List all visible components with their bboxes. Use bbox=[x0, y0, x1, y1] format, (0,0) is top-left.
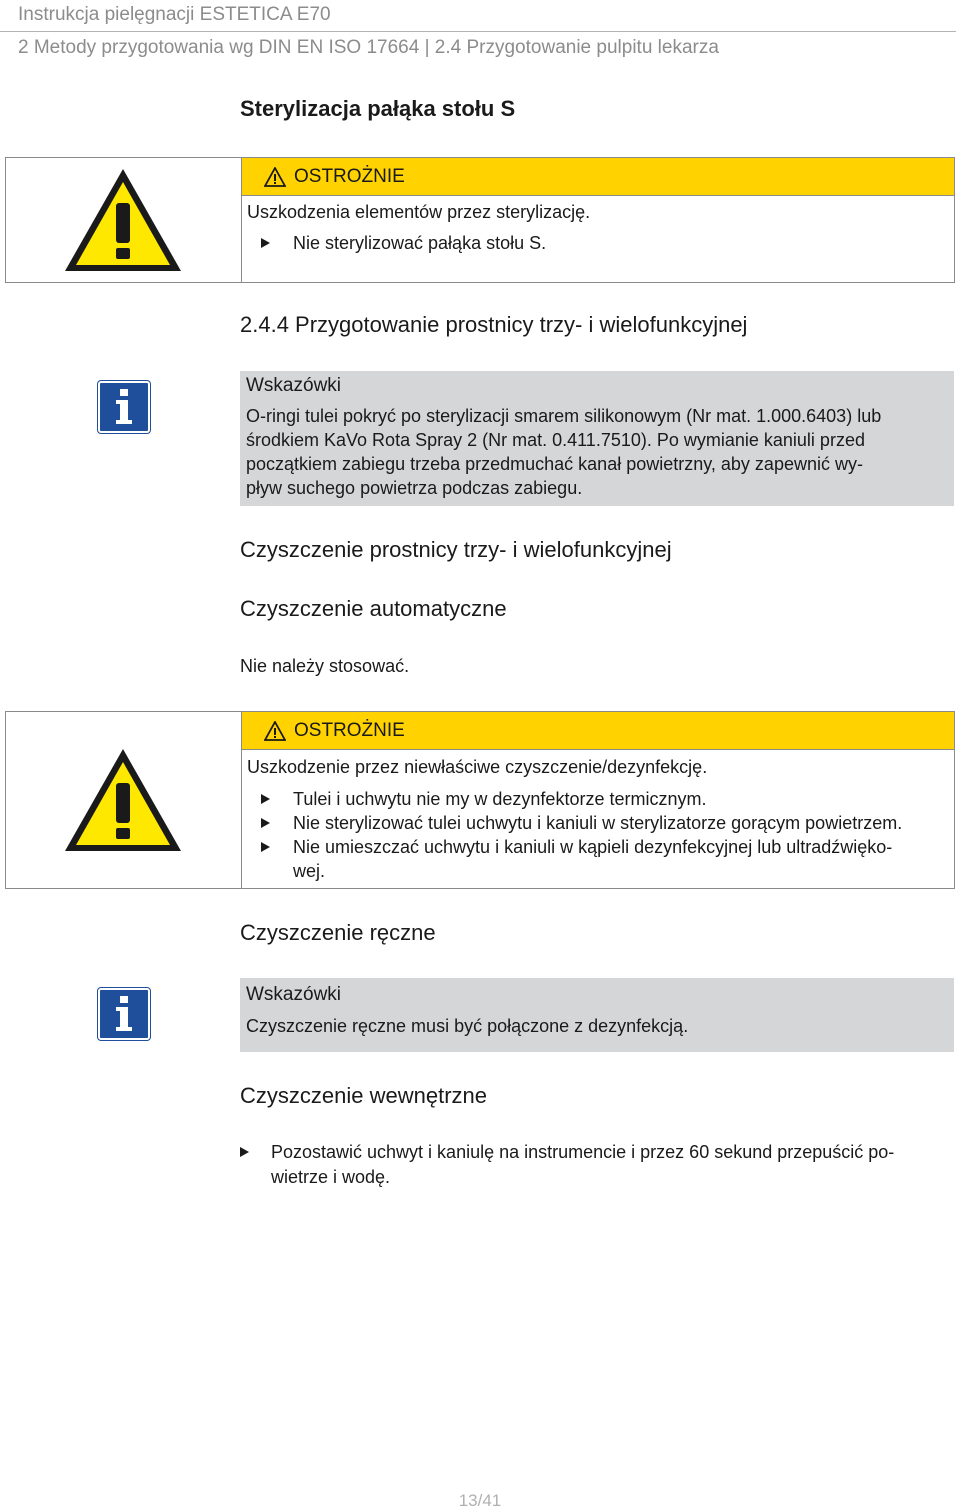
note-line: pływ suchego powietrza podczas zabiegu. bbox=[246, 478, 583, 498]
warning-triangle-icon bbox=[6, 158, 240, 282]
note-title: Wskazówki bbox=[246, 375, 342, 396]
automatic-cleaning-text: Nie należy stosować. bbox=[240, 656, 410, 676]
subheading-automatic: Czyszczenie automatyczne bbox=[240, 596, 507, 621]
warning-mini-icon bbox=[264, 167, 286, 187]
warning-label: OSTROŻNIE bbox=[294, 719, 405, 741]
warning-divider bbox=[241, 750, 242, 888]
note-text bbox=[246, 404, 948, 500]
warning-content bbox=[247, 757, 946, 883]
note-line: O-ringi tulei pokryć po sterylizacji smarem silikonowym (Nr mat. 1.000.6403) lub bbox=[246, 406, 882, 426]
warning-content bbox=[247, 202, 946, 255]
step-text-line: Pozostawić uchwyt i kaniulę na instrumencie i przez 60 sekund przepuścić po- bbox=[271, 1142, 895, 1162]
note-box bbox=[240, 371, 954, 506]
page-number: 13/41 bbox=[458, 1491, 502, 1510]
warning-bullet bbox=[247, 787, 946, 811]
warning-label: OSTROŻNIE bbox=[294, 165, 405, 187]
warning-header bbox=[241, 158, 954, 196]
section-heading-sterilization: Sterylizacja pałąka stołu S bbox=[240, 96, 516, 121]
note-title: Wskazówki bbox=[246, 984, 342, 1005]
warning-description: Uszkodzenia elementów przez sterylizację. bbox=[247, 202, 591, 222]
warning-box bbox=[5, 711, 955, 889]
note-line: początkiem zabiegu trzeba przedmuchać kanał powietrzny, aby zapewnić wy- bbox=[246, 454, 863, 474]
warning-bullet bbox=[247, 811, 946, 835]
bullet-arrow-icon bbox=[261, 835, 271, 883]
bullet-arrow-icon bbox=[261, 787, 271, 811]
bullet-text: Nie sterylizować pałąka stołu S. bbox=[293, 233, 547, 253]
bullet-arrow-icon bbox=[240, 1140, 250, 1190]
step-text bbox=[271, 1140, 894, 1190]
warning-bullet bbox=[247, 835, 946, 883]
chapter-breadcrumb: 2 Metody przygotowania wg DIN EN ISO 17664 | 2.4 Przygotowanie pulpitu lekarza bbox=[18, 37, 719, 58]
subheading-internal: Czyszczenie wewnętrzne bbox=[240, 1083, 487, 1108]
bullet-text: Nie sterylizować tulei uchwytu i kaniuli w sterylizatorze gorącym powietrzem. bbox=[293, 813, 903, 833]
note-line: środkiem KaVo Rota Spray 2 (Nr mat. 0.411.7510). Po wymianie kaniuli przed bbox=[246, 430, 865, 450]
warning-header bbox=[241, 712, 954, 750]
warning-triangle-icon bbox=[6, 712, 240, 888]
bullet-text: Tulei i uchwytu nie my w dezynfektorze termicznym. bbox=[293, 789, 707, 809]
warning-divider bbox=[241, 196, 242, 282]
warning-mini-icon bbox=[264, 721, 286, 741]
section-heading-cleaning: Czyszczenie prostnicy trzy- i wielofunkcyjnej bbox=[240, 537, 672, 562]
info-icon bbox=[98, 381, 150, 433]
note-text: Czyszczenie ręczne musi być połączone z dezynfekcją. bbox=[246, 1016, 689, 1036]
note-box bbox=[240, 978, 954, 1052]
bullet-text-line: wej. bbox=[293, 861, 326, 881]
instruction-step bbox=[240, 1140, 956, 1190]
warning-description: Uszkodzenie przez niewłaściwe czyszczenie/dezynfekcję. bbox=[247, 757, 708, 777]
bullet-text-line: Nie umieszczać uchwytu i kaniuli w kąpieli dezynfekcyjnej lub ultradźwięko- bbox=[293, 837, 893, 857]
warning-bullet bbox=[247, 231, 946, 255]
step-text-line: wietrze i wodę. bbox=[271, 1167, 391, 1187]
subheading-manual: Czyszczenie ręczne bbox=[240, 920, 436, 945]
header-divider bbox=[0, 31, 956, 32]
document-title: Instrukcja pielęgnacji ESTETICA E70 bbox=[18, 4, 331, 25]
section-heading-244: 2.4.4 Przygotowanie prostnicy trzy- i wielofunkcyjnej bbox=[240, 312, 748, 337]
warning-box bbox=[5, 157, 955, 283]
bullet-arrow-icon bbox=[261, 231, 271, 255]
bullet-text bbox=[293, 835, 892, 883]
info-icon bbox=[98, 988, 150, 1040]
bullet-arrow-icon bbox=[261, 811, 271, 835]
step-bullet bbox=[240, 1140, 956, 1190]
